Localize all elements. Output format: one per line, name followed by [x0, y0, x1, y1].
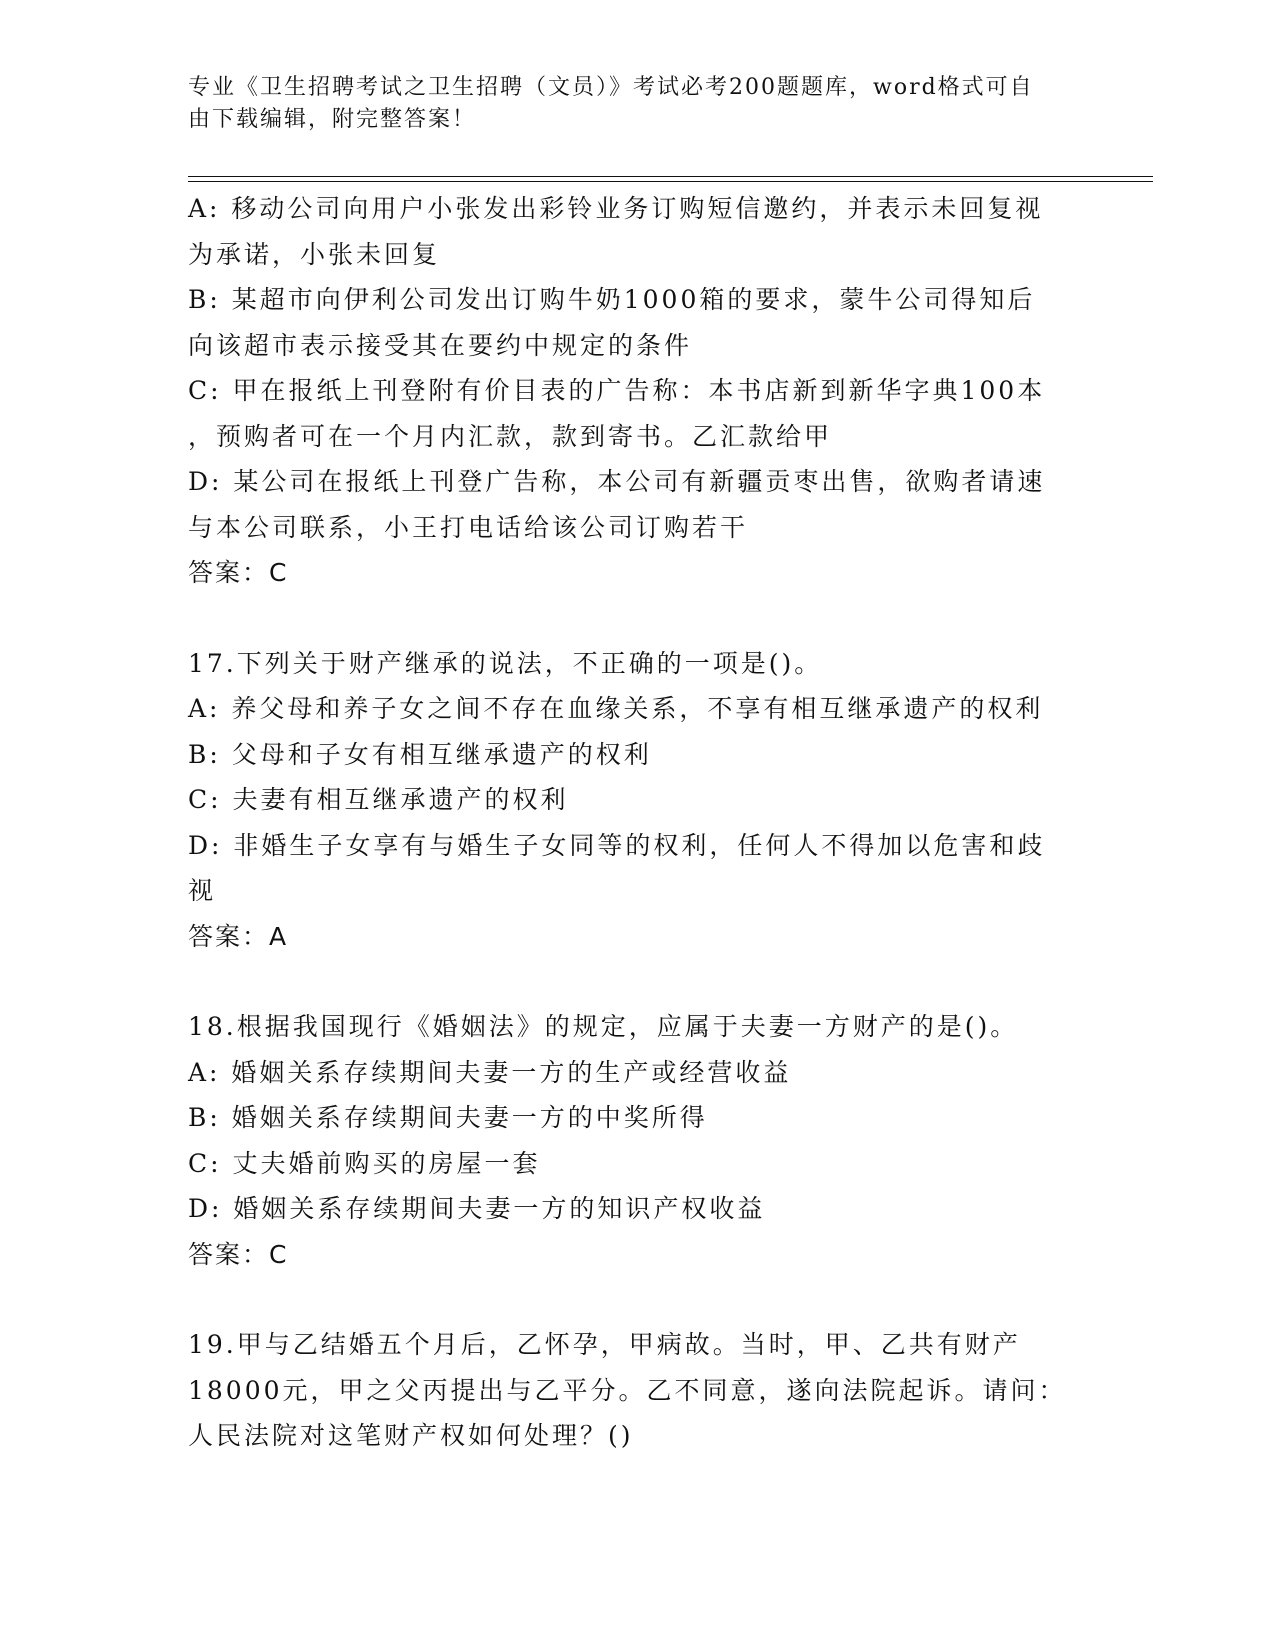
- q17-stem: 17.下列关于财产继承的说法，不正确的一项是()。: [188, 648, 823, 678]
- q18-option-d: D: 婚姻关系存续期间夫妻一方的知识产权收益: [188, 1194, 766, 1223]
- question-19-block: [188, 1322, 1068, 1459]
- q17-option-a: A: 养父母和养子女之间不存在血缘关系，不享有相互继承遗产的权利: [188, 694, 1044, 723]
- document-body: [188, 186, 1068, 1459]
- document-header: [188, 72, 1068, 136]
- question-18-block: [188, 1004, 1068, 1277]
- question-16-block: [188, 186, 1068, 596]
- q17-option-c: C: 夫妻有相互继承遗产的权利: [188, 785, 569, 814]
- q17-option-b: B: 父母和子女有相互继承遗产的权利: [188, 739, 652, 769]
- spacer: [188, 1277, 1068, 1322]
- header-line-1: 专业《卫生招聘考试之卫生招聘（文员）》考试必考200题题库，word格式可自: [188, 75, 1034, 100]
- spacer: [188, 959, 1068, 1004]
- header-divider-bottom: [188, 181, 1153, 182]
- q17-answer: 答案：A: [188, 921, 289, 951]
- q18-answer: 答案：C: [188, 1239, 289, 1269]
- q16-option-c-line2: ，预购者可在一个月内汇款，款到寄书。乙汇款给甲: [188, 421, 833, 451]
- q16-option-c-line1: C: 甲在报纸上刊登附有价目表的广告称：本书店新到新华字典100本: [188, 376, 1046, 405]
- q16-answer: 答案：C: [188, 558, 289, 587]
- q16-option-d-line1: D: 某公司在报纸上刊登广告称，本公司有新疆贡枣出售，欲购者请速: [188, 467, 1046, 496]
- q19-stem-line1: 19.甲与乙结婚五个月后，乙怀孕，甲病故。当时，甲、乙共有财产: [188, 1330, 1021, 1359]
- q17-option-d-line2: 视: [188, 876, 217, 905]
- q16-option-a-line2: 为承诺，小张未回复: [188, 239, 441, 269]
- header-divider-top: [188, 176, 1153, 177]
- q19-stem-line2: 18000元，甲之父丙提出与乙平分。乙不同意，遂向法院起诉。请问：: [188, 1375, 1067, 1405]
- q16-option-b-line2: 向该超市表示接受其在要约中规定的条件: [188, 330, 693, 360]
- q16-option-a-line1: A: 移动公司向用户小张发出彩铃业务订购短信邀约，并表示未回复视: [188, 194, 1044, 223]
- q16-option-b-line1: B: 某超市向伊利公司发出订购牛奶1000箱的要求，蒙牛公司得知后: [188, 285, 1036, 314]
- question-17-block: [188, 641, 1068, 960]
- q18-option-c: C: 丈夫婚前购买的房屋一套: [188, 1148, 541, 1178]
- q18-option-a: A: 婚姻关系存续期间夫妻一方的生产或经营收益: [188, 1057, 792, 1087]
- q16-option-d-line2: 与本公司联系，小王打电话给该公司订购若干: [188, 512, 749, 542]
- q18-stem: 18.根据我国现行《婚姻法》的规定，应属于夫妻一方财产的是()。: [188, 1012, 1019, 1041]
- q17-option-d-line1: D: 非婚生子女享有与婚生子女同等的权利，任何人不得加以危害和歧: [188, 830, 1046, 860]
- q18-option-b: B: 婚姻关系存续期间夫妻一方的中奖所得: [188, 1103, 708, 1132]
- header-line-2: 由下载编辑，附完整答案！: [188, 107, 477, 132]
- spacer: [188, 596, 1068, 641]
- q19-stem-line3: 人民法院对这笔财产权如何处理？(): [188, 1421, 634, 1450]
